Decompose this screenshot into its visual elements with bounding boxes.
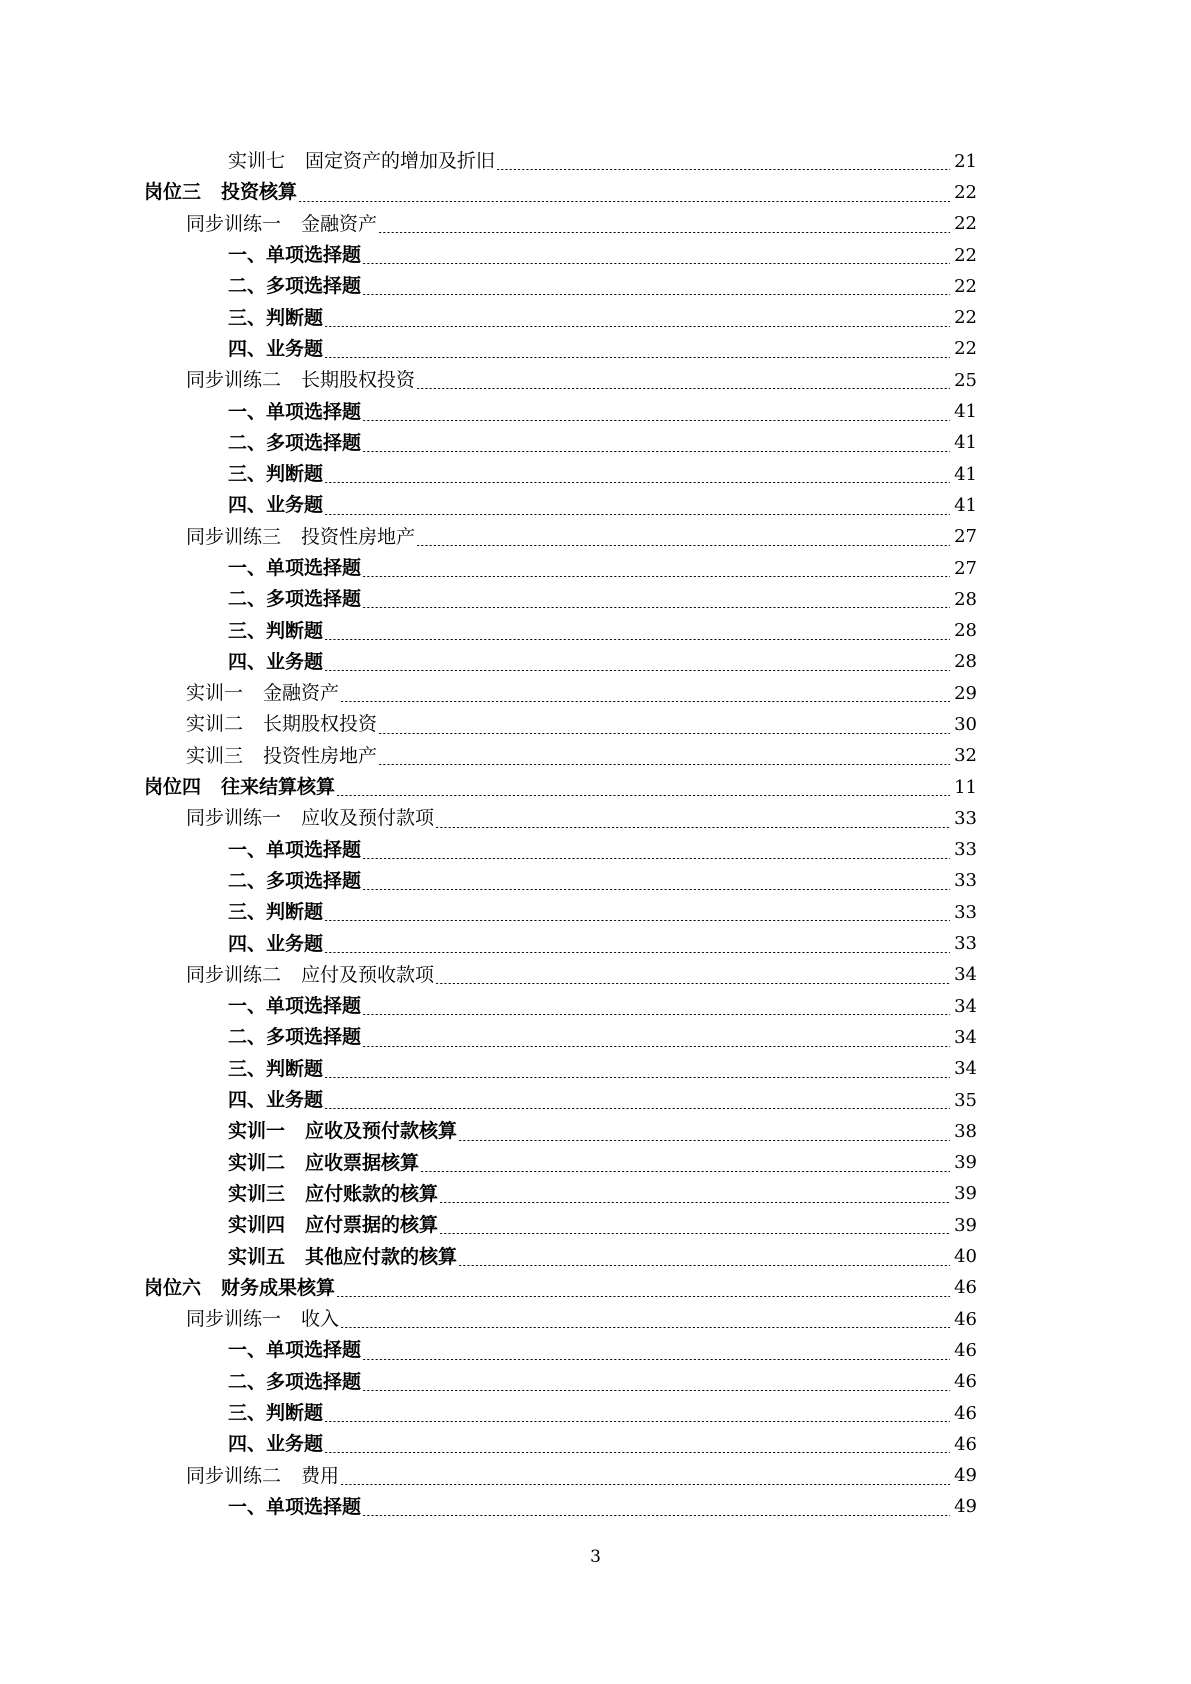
toc-entry-title: 一、单项选择题 <box>228 400 362 423</box>
toc-page-number: 38 <box>954 1120 977 1142</box>
dot-leader <box>362 858 950 859</box>
toc-entry-title: 二、多项选择题 <box>228 275 362 298</box>
toc-page-number: 32 <box>954 745 977 767</box>
toc-page-number: 46 <box>954 1277 977 1299</box>
toc-page-number: 46 <box>954 1433 977 1455</box>
toc-entry-text <box>228 1028 361 1047</box>
toc-entry-title: 四、业务题 <box>228 1089 324 1112</box>
toc-entry-prefix: 同步训练二 <box>186 963 282 986</box>
toc-entry-title: 应付及预收款项 <box>301 963 435 986</box>
toc-page-number: 33 <box>954 870 977 892</box>
dot-leader <box>324 1452 950 1453</box>
toc-entry-text <box>228 152 495 171</box>
toc-entry-title: 应收及预付款项 <box>301 807 435 830</box>
toc-entry-title: 应付票据的核算 <box>305 1214 439 1237</box>
toc-entry[interactable] <box>0 584 1191 615</box>
toc-page-number: 29 <box>954 682 977 704</box>
toc-entry[interactable] <box>0 1492 1191 1523</box>
toc-entry-title: 应付账款的核算 <box>305 1182 439 1205</box>
toc-entry[interactable] <box>0 240 1191 271</box>
dot-leader <box>416 545 950 546</box>
toc-entry-prefix: 实训一 <box>228 1120 286 1143</box>
toc-entry-title: 其他应付款的核算 <box>305 1245 458 1268</box>
table-of-contents <box>0 146 1191 1523</box>
toc-entry-title: 二、多项选择题 <box>228 1026 362 1049</box>
toc-entry[interactable] <box>0 1241 1191 1272</box>
toc-entry-title: 应收及预付款核算 <box>305 1120 458 1143</box>
toc-entry-prefix: 岗位三 <box>144 181 202 204</box>
page-number: 3 <box>590 1547 601 1567</box>
toc-page-number: 22 <box>954 338 977 360</box>
dot-leader <box>362 1515 950 1516</box>
toc-entry-title: 四、业务题 <box>228 494 324 517</box>
dot-leader <box>324 1421 950 1422</box>
toc-entry-prefix: 实训七 <box>228 150 286 173</box>
toc-entry[interactable] <box>0 1210 1191 1241</box>
dot-leader <box>336 1296 950 1297</box>
toc-entry-text <box>228 1341 361 1360</box>
toc-entry-prefix: 实训三 <box>228 1182 286 1205</box>
toc-page-number: 22 <box>954 275 977 297</box>
toc-entry-text <box>228 903 323 922</box>
toc-entry-title: 一、单项选择题 <box>228 1495 362 1518</box>
toc-entry[interactable] <box>0 271 1191 302</box>
toc-entry[interactable] <box>0 960 1191 991</box>
toc-entry[interactable] <box>0 1054 1191 1085</box>
toc-page-number: 27 <box>954 557 977 579</box>
dot-leader <box>298 201 950 202</box>
toc-page-number: 34 <box>954 964 977 986</box>
toc-entry-title: 金融资产 <box>301 212 378 235</box>
toc-page-number: 39 <box>954 1214 977 1236</box>
toc-page-number: 39 <box>954 1183 977 1205</box>
toc-entry-title: 一、单项选择题 <box>228 995 362 1018</box>
toc-entry[interactable] <box>0 428 1191 459</box>
toc-entry-text <box>228 997 361 1016</box>
toc-entry-title: 往来结算核算 <box>221 776 336 799</box>
dot-leader <box>378 232 950 233</box>
toc-entry-prefix: 岗位六 <box>144 1276 202 1299</box>
toc-entry[interactable] <box>0 991 1191 1022</box>
toc-entry[interactable] <box>0 678 1191 709</box>
toc-entry-title: 一、单项选择题 <box>228 1339 362 1362</box>
dot-leader <box>496 169 950 170</box>
toc-page-number: 34 <box>954 1058 977 1080</box>
toc-entry-title: 三、判断题 <box>228 306 324 329</box>
dot-leader <box>362 576 950 577</box>
toc-entry-text <box>186 809 434 828</box>
toc-entry[interactable] <box>0 1367 1191 1398</box>
toc-entry[interactable] <box>0 490 1191 521</box>
toc-entry[interactable] <box>0 928 1191 959</box>
toc-entry-prefix: 岗位四 <box>144 776 202 799</box>
toc-entry-prefix: 同步训练二 <box>186 1464 282 1487</box>
toc-entry-title: 二、多项选择题 <box>228 1370 362 1393</box>
toc-entry-title: 三、判断题 <box>228 1402 324 1425</box>
toc-entry-prefix: 实训二 <box>228 1151 286 1174</box>
toc-entry[interactable] <box>0 177 1191 208</box>
toc-entry-text <box>144 778 335 797</box>
toc-entry[interactable] <box>0 1022 1191 1053</box>
toc-entry-text <box>228 559 361 578</box>
toc-entry[interactable] <box>0 146 1191 177</box>
dot-leader <box>324 920 950 921</box>
toc-entry-text <box>186 1464 340 1487</box>
toc-entry-prefix: 实训三 <box>186 744 244 767</box>
toc-entry[interactable] <box>0 1179 1191 1210</box>
dot-leader <box>324 670 950 671</box>
toc-entry-text <box>228 1182 439 1205</box>
toc-entry-text <box>228 590 361 609</box>
toc-entry-text <box>228 465 323 484</box>
dot-leader <box>324 1108 950 1109</box>
toc-page-number: 21 <box>954 150 977 172</box>
toc-entry-text <box>186 715 377 734</box>
toc-entry[interactable] <box>0 803 1191 834</box>
toc-entry-text <box>186 525 416 548</box>
dot-leader <box>324 1077 950 1078</box>
toc-page-number: 28 <box>954 588 977 610</box>
toc-entry[interactable] <box>0 1335 1191 1366</box>
toc-entry[interactable] <box>0 615 1191 646</box>
dot-leader <box>324 482 950 483</box>
toc-entry-title: 一、单项选择题 <box>228 244 362 267</box>
toc-entry-text <box>228 1122 457 1141</box>
toc-entry-text <box>228 277 361 296</box>
dot-leader <box>340 1484 950 1485</box>
toc-entry-title: 长期股权投资 <box>263 713 378 736</box>
toc-page-number: 28 <box>954 620 977 642</box>
toc-entry-title: 一、单项选择题 <box>228 838 362 861</box>
dot-leader <box>336 795 950 796</box>
dot-leader <box>362 263 950 264</box>
toc-page-number: 41 <box>954 494 977 516</box>
toc-page-number: 27 <box>954 526 977 548</box>
dot-leader <box>324 514 950 515</box>
toc-entry-text <box>228 869 362 892</box>
toc-entry-title: 二、多项选择题 <box>228 431 362 454</box>
dot-leader <box>362 889 950 890</box>
toc-entry-text <box>228 650 324 673</box>
toc-page-number: 28 <box>954 651 977 673</box>
toc-entry-title: 四、业务题 <box>228 337 324 360</box>
dot-leader <box>435 983 950 984</box>
toc-page-number: 34 <box>954 1026 977 1048</box>
toc-entry[interactable] <box>0 1085 1191 1116</box>
toc-entry-title: 二、多项选择题 <box>228 869 362 892</box>
toc-entry[interactable] <box>0 365 1191 396</box>
dot-leader <box>324 952 950 953</box>
toc-page-number: 33 <box>954 839 977 861</box>
toc-entry-text <box>186 1310 339 1329</box>
toc-page-number: 11 <box>954 776 977 798</box>
toc-entry-title: 二、多项选择题 <box>228 588 362 611</box>
toc-entry[interactable] <box>0 209 1191 240</box>
toc-page-number: 35 <box>954 1089 977 1111</box>
toc-entry[interactable] <box>0 396 1191 427</box>
toc-entry[interactable] <box>0 1148 1191 1179</box>
toc-entry-title: 四、业务题 <box>228 650 324 673</box>
toc-entry-title: 固定资产的增加及折旧 <box>305 150 496 173</box>
toc-entry-prefix: 实训四 <box>228 1214 286 1237</box>
toc-entry-text <box>186 963 435 986</box>
toc-entry[interactable] <box>0 522 1191 553</box>
toc-entry[interactable] <box>0 741 1191 772</box>
toc-entry-title: 长期股权投资 <box>301 369 416 392</box>
toc-entry-text <box>228 1435 323 1454</box>
toc-page-number: 46 <box>954 1371 977 1393</box>
toc-page-number: 33 <box>954 901 977 923</box>
toc-page-number: 46 <box>954 1308 977 1330</box>
toc-page-number: 34 <box>954 995 977 1017</box>
dot-leader <box>435 827 950 828</box>
toc-page-number: 25 <box>954 369 977 391</box>
toc-entry-title: 三、判断题 <box>228 619 324 642</box>
toc-page-number: 41 <box>954 432 977 454</box>
toc-entry[interactable] <box>0 709 1191 740</box>
toc-entry-title: 金融资产 <box>263 682 340 705</box>
toc-entry-prefix: 实训五 <box>228 1245 286 1268</box>
toc-entry-title: 投资性房地产 <box>263 744 378 767</box>
toc-page-number: 40 <box>954 1246 977 1268</box>
toc-entry-text <box>228 1245 458 1268</box>
toc-page-number: 22 <box>954 307 977 329</box>
toc-entry[interactable] <box>0 1460 1191 1491</box>
dot-leader <box>362 1359 950 1360</box>
dot-leader <box>324 357 950 358</box>
toc-entry-title: 三、判断题 <box>228 1057 324 1080</box>
toc-entry-text <box>228 838 362 861</box>
toc-page-number: 49 <box>954 1465 977 1487</box>
dot-leader <box>378 733 950 734</box>
toc-entry-title: 投资核算 <box>221 181 298 204</box>
toc-entry-text <box>228 431 362 454</box>
toc-entry-text <box>228 306 324 329</box>
toc-entry-title: 投资性房地产 <box>301 525 416 548</box>
dot-leader <box>362 607 950 608</box>
toc-entry-title: 三、判断题 <box>228 463 324 486</box>
toc-entry-text <box>228 496 323 515</box>
toc-entry-text <box>228 1216 438 1235</box>
dot-leader <box>420 1171 950 1172</box>
toc-page-number: 41 <box>954 401 977 423</box>
toc-entry-text <box>186 684 339 703</box>
toc-page-number: 46 <box>954 1402 977 1424</box>
dot-leader <box>458 1265 950 1266</box>
toc-entry[interactable] <box>0 334 1191 365</box>
toc-entry-title: 四、业务题 <box>228 1433 324 1456</box>
toc-entry-text <box>228 400 362 423</box>
toc-entry-prefix: 同步训练三 <box>186 525 282 548</box>
toc-entry-prefix: 同步训练一 <box>186 807 282 830</box>
toc-entry-text <box>228 932 324 955</box>
toc-page-number: 22 <box>954 244 977 266</box>
toc-entry[interactable] <box>0 866 1191 897</box>
toc-entry-text <box>144 1276 336 1299</box>
dot-leader <box>340 1327 950 1328</box>
dot-leader <box>439 1233 950 1234</box>
toc-page-number: 33 <box>954 807 977 829</box>
toc-entry[interactable] <box>0 1116 1191 1147</box>
toc-entry-title: 三、判断题 <box>228 901 324 924</box>
toc-entry-prefix: 同步训练一 <box>186 1308 282 1331</box>
toc-entry-prefix: 同步训练二 <box>186 369 282 392</box>
toc-entry-title: 一、单项选择题 <box>228 557 362 579</box>
toc-entry[interactable] <box>0 772 1191 803</box>
toc-entry-text <box>228 1370 362 1393</box>
toc-entry-text <box>228 1091 323 1110</box>
toc-entry-text <box>228 619 324 642</box>
toc-entry-text <box>228 246 361 265</box>
toc-entry[interactable] <box>0 1273 1191 1304</box>
toc-page-number: 49 <box>954 1496 977 1518</box>
toc-page-number: 22 <box>954 181 977 203</box>
toc-entry-text <box>144 183 297 202</box>
toc-entry-text <box>228 1404 323 1423</box>
dot-leader <box>439 1202 950 1203</box>
toc-entry-title: 收入 <box>301 1308 340 1331</box>
toc-entry-prefix: 同步训练一 <box>186 212 282 235</box>
toc-entry[interactable] <box>0 835 1191 866</box>
toc-entry[interactable] <box>0 1398 1191 1429</box>
toc-page-number: 22 <box>954 213 977 235</box>
toc-entry[interactable] <box>0 302 1191 333</box>
toc-entry[interactable] <box>0 1429 1191 1460</box>
toc-page-number: 33 <box>954 933 977 955</box>
toc-entry-text <box>186 371 415 390</box>
dot-leader <box>362 1014 950 1015</box>
toc-entry[interactable] <box>0 1304 1191 1335</box>
toc-entry-title: 四、业务题 <box>228 932 324 955</box>
toc-page-number: 39 <box>954 1152 977 1174</box>
toc-entry-title: 应收票据核算 <box>305 1151 420 1174</box>
toc-entry[interactable] <box>0 459 1191 490</box>
toc-entry-text <box>228 1057 324 1080</box>
dot-leader <box>362 420 950 421</box>
dot-leader <box>362 451 950 452</box>
toc-page-number: 41 <box>954 463 977 485</box>
toc-entry-text <box>228 1151 420 1174</box>
toc-entry[interactable] <box>0 553 1191 584</box>
dot-leader <box>324 326 950 327</box>
dot-leader <box>362 294 950 295</box>
dot-leader <box>362 1046 950 1047</box>
dot-leader <box>416 388 950 389</box>
dot-leader <box>458 1140 950 1141</box>
toc-entry-prefix: 实训二 <box>186 713 244 736</box>
toc-entry-title: 费用 <box>301 1464 340 1487</box>
toc-entry[interactable] <box>0 897 1191 928</box>
dot-leader <box>378 764 950 765</box>
toc-page-number: 46 <box>954 1339 977 1361</box>
dot-leader <box>324 639 950 640</box>
toc-entry-text <box>228 337 324 360</box>
dot-leader <box>362 1390 950 1391</box>
toc-entry[interactable] <box>0 647 1191 678</box>
toc-entry-text <box>186 744 378 767</box>
toc-page-number: 30 <box>954 713 977 735</box>
toc-entry-text <box>186 212 378 235</box>
toc-entry-text <box>228 1495 362 1518</box>
toc-entry-prefix: 实训一 <box>186 682 244 705</box>
dot-leader <box>340 701 950 702</box>
toc-entry-title: 财务成果核算 <box>221 1276 336 1299</box>
